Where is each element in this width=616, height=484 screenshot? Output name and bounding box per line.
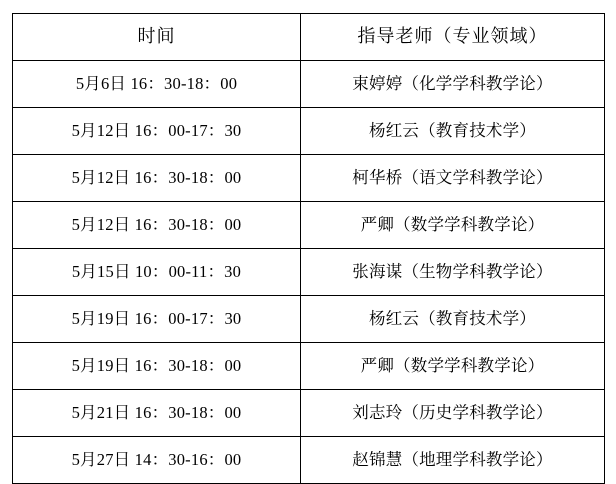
cell-teacher: 赵锦慧（地理学科教学论） bbox=[301, 437, 605, 484]
cell-teacher: 张海谋（生物学科教学论） bbox=[301, 249, 605, 296]
column-header-time: 时间 bbox=[13, 14, 301, 61]
table-body bbox=[13, 61, 605, 484]
table-row bbox=[13, 249, 605, 296]
cell-teacher: 柯华桥（语文学科教学论） bbox=[301, 155, 605, 202]
cell-time: 5月6日 16：30-18：00 bbox=[13, 61, 301, 108]
cell-teacher: 刘志玲（历史学科教学论） bbox=[301, 390, 605, 437]
table-row bbox=[13, 296, 605, 343]
table-row bbox=[13, 202, 605, 249]
table-row bbox=[13, 108, 605, 155]
table-row bbox=[13, 390, 605, 437]
cell-time: 5月27日 14：30-16：00 bbox=[13, 437, 301, 484]
cell-time: 5月21日 16：30-18：00 bbox=[13, 390, 301, 437]
column-header-teacher: 指导老师（专业领域） bbox=[301, 14, 605, 61]
cell-teacher: 束婷婷（化学学科教学论） bbox=[301, 61, 605, 108]
table-row bbox=[13, 61, 605, 108]
cell-time: 5月19日 16：30-18：00 bbox=[13, 343, 301, 390]
cell-teacher: 严卿（数学学科教学论） bbox=[301, 202, 605, 249]
cell-time: 5月12日 16：30-18：00 bbox=[13, 202, 301, 249]
cell-time: 5月12日 16：30-18：00 bbox=[13, 155, 301, 202]
table-row bbox=[13, 437, 605, 484]
cell-teacher: 杨红云（教育技术学） bbox=[301, 108, 605, 155]
cell-time: 5月12日 16：00-17：30 bbox=[13, 108, 301, 155]
table-row bbox=[13, 343, 605, 390]
cell-time: 5月15日 10：00-11：30 bbox=[13, 249, 301, 296]
cell-teacher: 杨红云（教育技术学） bbox=[301, 296, 605, 343]
table-header-row bbox=[13, 14, 605, 61]
table-row bbox=[13, 155, 605, 202]
cell-time: 5月19日 16：00-17：30 bbox=[13, 296, 301, 343]
table-header bbox=[13, 14, 605, 61]
cell-teacher: 严卿（数学学科教学论） bbox=[301, 343, 605, 390]
schedule-table bbox=[12, 13, 605, 484]
